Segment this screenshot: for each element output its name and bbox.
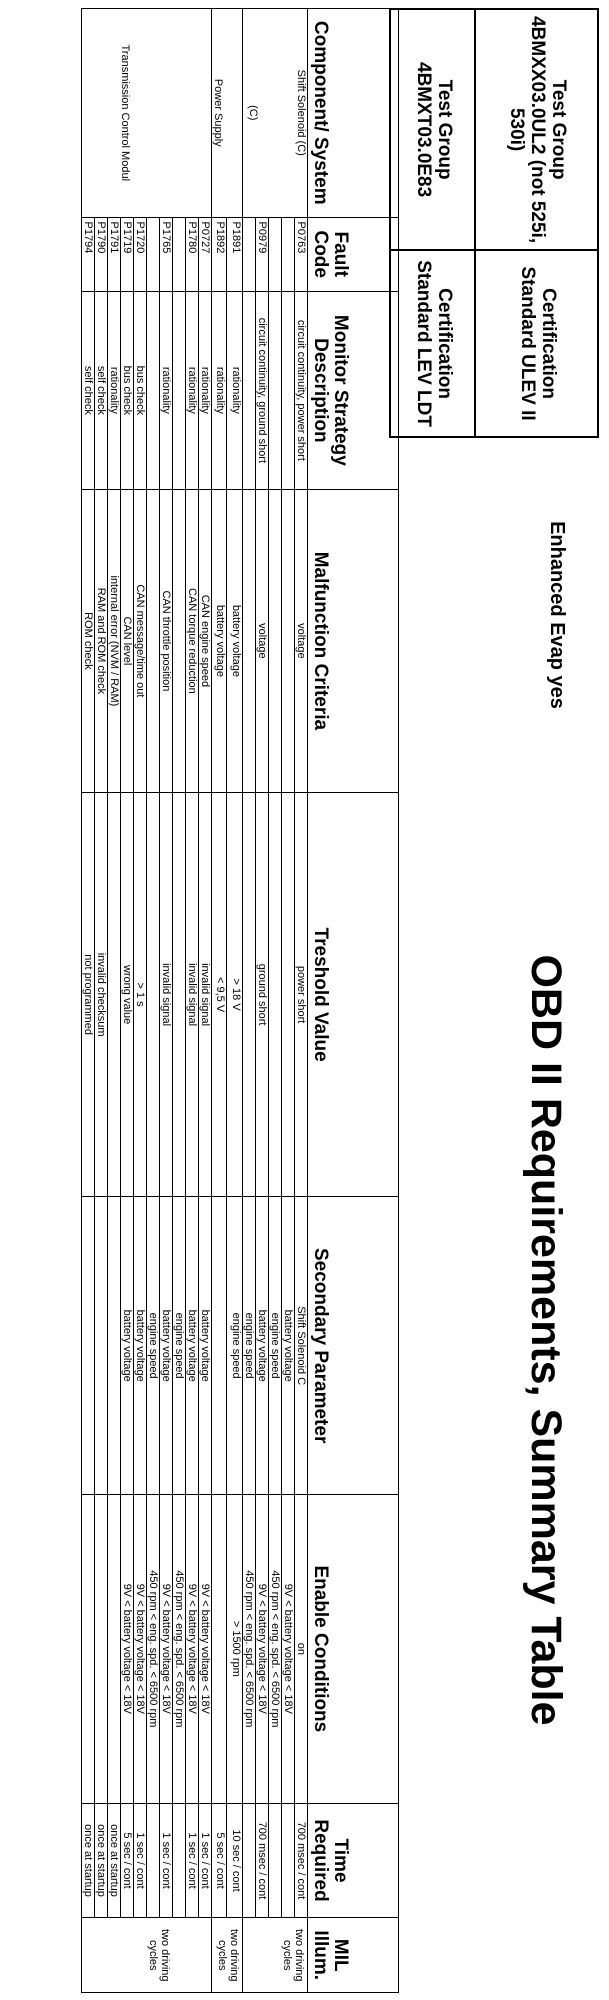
mil-label-2: two driving cycles bbox=[216, 1928, 240, 1982]
secondary-parameter: battery voltage bbox=[256, 1197, 269, 1495]
test-group-table bbox=[389, 8, 599, 438]
enable-conditions: 9V < battery voltage < 18V bbox=[199, 1495, 212, 1804]
fault-code: P0727 bbox=[199, 217, 212, 291]
fault-code: P0979 bbox=[256, 217, 269, 291]
monitor-strategy: rationality bbox=[199, 291, 212, 489]
table-row bbox=[282, 9, 295, 1993]
requirements-table bbox=[81, 8, 399, 1993]
mil-illum bbox=[243, 1918, 308, 1993]
monitor-strategy bbox=[269, 291, 282, 489]
secondary-parameter bbox=[212, 1197, 228, 1495]
time-required: 5 sec / cont bbox=[212, 1803, 228, 1918]
threshold-value: wrong value bbox=[121, 792, 134, 1196]
time-required: 1 sec / cont bbox=[186, 1803, 199, 1918]
threshold-value bbox=[147, 792, 160, 1196]
enable-conditions: 450 rpm < eng. spd. < 6500 rpm bbox=[147, 1495, 160, 1804]
table-row bbox=[186, 9, 199, 1993]
table-row bbox=[295, 9, 308, 1993]
enable-conditions: 450 rpm < eng. spd. < 6500 rpm bbox=[173, 1495, 186, 1804]
secondary-parameter bbox=[108, 1197, 121, 1495]
table-row bbox=[227, 9, 243, 1993]
malfunction-criteria: battery voltage bbox=[212, 489, 228, 792]
monitor-strategy: self check bbox=[95, 291, 108, 489]
monitor-strategy bbox=[147, 291, 160, 489]
secondary-parameter: battery voltage bbox=[199, 1197, 212, 1495]
enable-conditions: 9V < battery voltage < 18V bbox=[160, 1495, 173, 1804]
mil-illum bbox=[82, 1918, 212, 1993]
enable-conditions bbox=[108, 1495, 121, 1804]
test-group-box bbox=[389, 8, 599, 438]
table-row bbox=[121, 9, 134, 1993]
secondary-parameter: battery voltage bbox=[134, 1197, 147, 1495]
threshold-value: < 9,5 V bbox=[212, 792, 228, 1196]
threshold-value bbox=[282, 792, 295, 1196]
enhanced-evap: Enhanced Evap yes bbox=[546, 521, 568, 709]
malfunction-criteria bbox=[269, 489, 282, 792]
malfunction-criteria bbox=[173, 489, 186, 792]
time-required: 1 sec / cont bbox=[199, 1803, 212, 1918]
mil-label-1: two driving cycles bbox=[281, 1928, 305, 1982]
col-time-required: Time Required bbox=[308, 1803, 399, 1918]
test-group-2: Test Group 4BMXT03.0E83 bbox=[390, 9, 475, 250]
malfunction-criteria: internal error (NVM / RAM) bbox=[108, 489, 121, 792]
time-required: 10 sec / cont bbox=[227, 1803, 243, 1918]
component-power-supply bbox=[212, 9, 243, 218]
secondary-parameter: battery voltage bbox=[186, 1197, 199, 1495]
component-shift-solenoid bbox=[243, 9, 308, 218]
threshold-value: ground short bbox=[256, 792, 269, 1196]
secondary-parameter: engine speed bbox=[243, 1197, 256, 1495]
col-monitor-strategy: Monitor Strategy Description bbox=[308, 291, 399, 489]
threshold-value: power short bbox=[295, 792, 308, 1196]
table-row bbox=[147, 9, 160, 1993]
secondary-parameter: battery voltage bbox=[282, 1197, 295, 1495]
table-row bbox=[212, 9, 228, 1993]
table-row bbox=[160, 9, 173, 1993]
malfunction-criteria: CAN level bbox=[121, 489, 134, 792]
monitor-strategy bbox=[173, 291, 186, 489]
tcm-label: Transmission Control Modul bbox=[119, 44, 131, 182]
malfunction-criteria: ROM check bbox=[82, 489, 95, 792]
table-row bbox=[199, 9, 212, 1993]
table-header-row bbox=[308, 9, 399, 1993]
malfunction-criteria: voltage bbox=[295, 489, 308, 792]
enable-conditions bbox=[82, 1495, 95, 1804]
threshold-value: > 18 V bbox=[227, 792, 243, 1196]
malfunction-criteria bbox=[282, 489, 295, 792]
malfunction-criteria: CAN torque reduction bbox=[186, 489, 199, 792]
fault-code: P1891 bbox=[227, 217, 243, 291]
time-required: 700 msec / cont bbox=[256, 1803, 269, 1918]
enable-conditions: 9V < battery voltage < 18V bbox=[282, 1495, 295, 1804]
enable-conditions: 450 rpm < eng. spd. < 6500 rpm bbox=[243, 1495, 256, 1804]
fault-code bbox=[243, 217, 256, 291]
monitor-strategy: rationality bbox=[108, 291, 121, 489]
monitor-strategy: circuit continuity, ground short bbox=[256, 291, 269, 489]
time-required: once at startup bbox=[108, 1803, 121, 1918]
col-mil: MIL Illum. bbox=[308, 1918, 399, 1993]
table-row bbox=[95, 9, 108, 1993]
threshold-value bbox=[269, 792, 282, 1196]
enable-conditions: > 1500 rpm bbox=[227, 1495, 243, 1804]
monitor-strategy: circuit continuity, power short bbox=[295, 291, 308, 489]
table-row bbox=[173, 9, 186, 1993]
threshold-value: invalid checksum bbox=[95, 792, 108, 1196]
table-row bbox=[269, 9, 282, 1993]
secondary-parameter: engine speed bbox=[147, 1197, 160, 1495]
secondary-parameter: battery voltage bbox=[121, 1197, 134, 1495]
component-tcm bbox=[82, 9, 212, 218]
col-secondary-parameter: Secondary Parameter bbox=[308, 1197, 399, 1495]
malfunction-criteria bbox=[243, 489, 256, 792]
time-required: once at startup bbox=[95, 1803, 108, 1918]
table-row bbox=[134, 9, 147, 1993]
monitor-strategy: rationality bbox=[212, 291, 228, 489]
secondary-parameter bbox=[95, 1197, 108, 1495]
enable-conditions: 9V < battery voltage < 18V bbox=[186, 1495, 199, 1804]
threshold-value bbox=[173, 792, 186, 1196]
monitor-strategy: bus check bbox=[134, 291, 147, 489]
threshold-value: > 1 s bbox=[134, 792, 147, 1196]
monitor-strategy: bus check bbox=[121, 291, 134, 489]
monitor-strategy bbox=[282, 291, 295, 489]
cert-standard-2: Certification Standard LEV LDT bbox=[390, 250, 475, 437]
threshold-value: invalid signal bbox=[160, 792, 173, 1196]
table-body bbox=[82, 9, 308, 1993]
fault-code: P0763 bbox=[295, 217, 308, 291]
secondary-parameter bbox=[82, 1197, 95, 1495]
fault-code: P1794 bbox=[82, 217, 95, 291]
table-row bbox=[256, 9, 269, 1993]
test-group-1: Test Group 4BMXX03.0UL2 (not 525i, 530i) bbox=[475, 9, 598, 250]
enable-conditions: on bbox=[295, 1495, 308, 1804]
threshold-value: invalid signal bbox=[186, 792, 199, 1196]
malfunction-criteria bbox=[147, 489, 160, 792]
time-required bbox=[282, 1803, 295, 1918]
enable-conditions bbox=[95, 1495, 108, 1804]
table-row bbox=[243, 9, 256, 1993]
secondary-parameter: engine speed bbox=[173, 1197, 186, 1495]
threshold-value: not programmed bbox=[82, 792, 95, 1196]
malfunction-criteria: CAN throttle position bbox=[160, 489, 173, 792]
fault-code: P1892 bbox=[212, 217, 228, 291]
fault-code bbox=[147, 217, 160, 291]
col-enable-conditions: Enable Conditions bbox=[308, 1495, 399, 1804]
shift-solenoid-c: (C) bbox=[247, 105, 259, 121]
col-component: Component/ System bbox=[308, 9, 399, 218]
fault-code: P1780 bbox=[186, 217, 199, 291]
malfunction-criteria: battery voltage bbox=[227, 489, 243, 792]
time-required: 1 sec / cont bbox=[160, 1803, 173, 1918]
threshold-value bbox=[108, 792, 121, 1196]
fault-code: P1791 bbox=[108, 217, 121, 291]
fault-code bbox=[173, 217, 186, 291]
time-required bbox=[173, 1803, 186, 1918]
malfunction-criteria: CAN message/time out bbox=[134, 489, 147, 792]
monitor-strategy: rationality bbox=[227, 291, 243, 489]
col-malfunction-criteria: Malfunction Criteria bbox=[308, 489, 399, 792]
fault-code: P1765 bbox=[160, 217, 173, 291]
power-supply-label: Power Supply bbox=[212, 78, 224, 147]
fault-code: P1720 bbox=[134, 217, 147, 291]
time-required: 700 msec / cont bbox=[295, 1803, 308, 1918]
time-required: once at startup bbox=[82, 1803, 95, 1918]
malfunction-criteria: voltage bbox=[256, 489, 269, 792]
enable-conditions: 9V < battery voltage < 18V bbox=[134, 1495, 147, 1804]
mil-label-3: two driving cycles bbox=[147, 1928, 171, 1982]
enable-conditions: 9V < battery voltage < 18V bbox=[256, 1495, 269, 1804]
time-required bbox=[269, 1803, 282, 1918]
enable-conditions bbox=[212, 1495, 228, 1804]
fault-code: P1790 bbox=[95, 217, 108, 291]
monitor-strategy: rationality bbox=[160, 291, 173, 489]
page-title: OBD II Requirements, Summary Table bbox=[522, 954, 570, 1726]
cert-standard-1: Certification Standard ULEV II bbox=[475, 250, 598, 437]
fault-code bbox=[282, 217, 295, 291]
time-required bbox=[147, 1803, 160, 1918]
fault-code bbox=[269, 217, 282, 291]
monitor-strategy: self check bbox=[82, 291, 95, 489]
time-required: 1 sec / cont bbox=[134, 1803, 147, 1918]
col-fault-code: Fault Code bbox=[308, 217, 399, 291]
secondary-parameter: Shift Solenoid C bbox=[295, 1197, 308, 1495]
threshold-value bbox=[243, 792, 256, 1196]
monitor-strategy: rationality bbox=[186, 291, 199, 489]
table-row bbox=[82, 9, 95, 1993]
malfunction-criteria: RAM and ROM check bbox=[95, 489, 108, 792]
time-required: 5 sec / cont bbox=[121, 1803, 134, 1918]
malfunction-criteria: CAN engine speed bbox=[199, 489, 212, 792]
shift-solenoid-label: Shift Solenoid (C) bbox=[295, 69, 307, 156]
secondary-parameter: engine speed bbox=[227, 1197, 243, 1495]
time-required bbox=[243, 1803, 256, 1918]
mil-illum bbox=[212, 1918, 243, 1993]
secondary-parameter: engine speed bbox=[269, 1197, 282, 1495]
monitor-strategy bbox=[243, 291, 256, 489]
enable-conditions: 9V < battery voltage < 18V bbox=[121, 1495, 134, 1804]
secondary-parameter: battery voltage bbox=[160, 1197, 173, 1495]
col-threshold: Treshold Value bbox=[308, 792, 399, 1196]
table-row bbox=[108, 9, 121, 1993]
threshold-value: invalid signal bbox=[199, 792, 212, 1196]
fault-code: P1719 bbox=[121, 217, 134, 291]
enable-conditions: 450 rpm < eng. spd. < 6500 rpm bbox=[269, 1495, 282, 1804]
